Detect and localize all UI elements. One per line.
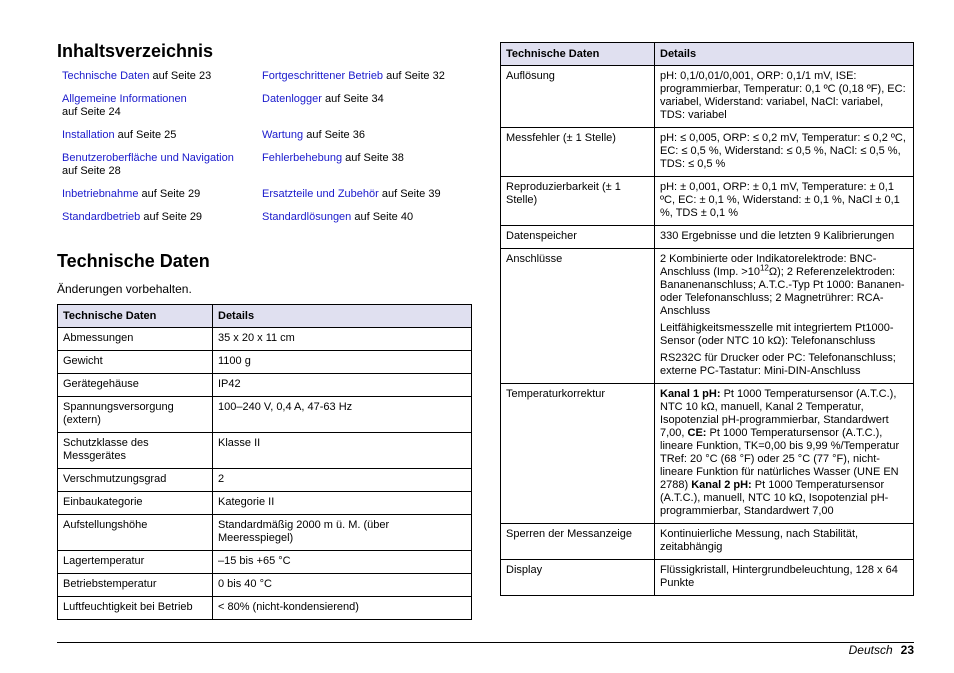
spec-label: Lagertemperatur	[58, 551, 213, 574]
toc-page-ref: auf Seite 36	[303, 129, 365, 141]
toc-page-ref: auf Seite 29	[140, 211, 203, 223]
column-header: Technische Daten	[58, 305, 213, 328]
toc-link-datenlogger[interactable]: Datenlogger	[262, 93, 322, 105]
footer-language: Deutsch	[848, 643, 893, 657]
specs-table-left	[57, 304, 472, 620]
spec-value: Flüssigkristall, Hintergrundbeleuchtung, 128 x 64 Punkte	[655, 560, 914, 596]
column-header: Details	[655, 43, 914, 66]
toc-page-ref: auf Seite 28	[62, 165, 121, 177]
section-note: Änderungen vorbehalten.	[57, 282, 192, 296]
toc-item	[262, 152, 477, 188]
toc-link-allgemeine-informationen[interactable]: Allgemeine Informationen	[62, 93, 187, 105]
toc-link-ersatzteile[interactable]: Ersatzteile und Zubehör	[262, 188, 379, 200]
toc-item	[62, 129, 262, 152]
spec-label: Spannungsversorgung (extern)	[58, 397, 213, 433]
table-row	[58, 328, 472, 351]
cell-paragraph: Leitfähigkeitsmesszelle mit integriertem Pt1000-Sensor (oder NTC 10 kΩ): Telefonanschluss	[660, 322, 894, 347]
cell-paragraph	[660, 253, 908, 318]
text-run: Pt 1000 Temperatursensor (A.T.C.), manuell, NTC 10 kΩ, Isopotenzial pH-programmierbar, Standardwert 7,00	[660, 479, 889, 517]
toc-page-ref: auf Seite 38	[342, 152, 404, 164]
spec-value: 0 bis 40 °C	[213, 574, 472, 597]
spec-value: pH: ≤ 0,005, ORP: ≤ 0,2 mV, Temperatur: ≤ 0,2 ºC, EC: ≤ 0,5 %, Widerstand: ≤ 0,5 %, NaCl: ≤ 0,5 %, TDS: ≤ 0,5 %	[655, 128, 914, 177]
column-header: Details	[213, 305, 472, 328]
table-row	[58, 515, 472, 551]
page-number: 23	[900, 643, 914, 657]
spec-label: Sperren der Messanzeige	[501, 524, 655, 560]
toc-link-standardloesungen[interactable]: Standardlösungen	[262, 211, 352, 223]
spec-label: Anschlüsse	[501, 249, 655, 384]
table-header-row	[501, 43, 914, 66]
spec-value	[655, 384, 914, 524]
spec-value: –15 bis +65 °C	[213, 551, 472, 574]
spec-label: Messfehler (± 1 Stelle)	[501, 128, 655, 177]
spec-value: 330 Ergebnisse und die letzten 9 Kalibrierungen	[655, 226, 914, 249]
table-row	[58, 492, 472, 515]
left-column	[57, 40, 472, 620]
spec-value: 100–240 V, 0,4 A, 47-63 Hz	[213, 397, 472, 433]
spec-label: Luftfeuchtigkeit bei Betrieb	[58, 597, 213, 620]
toc-link-fehlerbehebung[interactable]: Fehlerbehebung	[262, 152, 343, 164]
spec-label: Reproduzierbarkeit (± 1 Stelle)	[501, 177, 655, 226]
table-row	[58, 433, 472, 469]
column-header: Technische Daten	[501, 43, 655, 66]
specs-table-right	[500, 42, 914, 596]
table-row	[58, 574, 472, 597]
table-row	[58, 469, 472, 492]
spec-value: Klasse II	[213, 433, 472, 469]
spec-value: Kategorie II	[213, 492, 472, 515]
right-column	[500, 42, 914, 596]
spec-value: 35 x 20 x 11 cm	[213, 328, 472, 351]
bold-label: CE:	[687, 427, 707, 439]
spec-label: Betriebstemperatur	[58, 574, 213, 597]
toc-link-benutzeroberflaeche[interactable]: Benutzeroberfläche und Navigation	[62, 152, 234, 164]
spec-value	[655, 249, 914, 384]
table-row	[58, 597, 472, 620]
bold-label: Kanal 1 pH:	[660, 388, 721, 400]
spec-value: pH: 0,1/0,01/0,001, ORP: 0,1/1 mV, ISE: programmierbar, Temperatur: 0,1 ºC (0,18 ºF), EC: variabel, Widerstand: variabel, NaCl: variabel, TDS: variabel	[655, 66, 914, 128]
spec-label: Auflösung	[501, 66, 655, 128]
spec-label: Aufstellungshöhe	[58, 515, 213, 551]
spec-value: < 80% (nicht-kondensierend)	[213, 597, 472, 620]
toc-page-ref: auf Seite 25	[114, 129, 177, 141]
toc-item	[262, 70, 477, 93]
toc-page-ref: auf Seite 29	[138, 188, 201, 200]
spec-value: Standardmäßig 2000 m ü. M. (über Meeresspiegel)	[213, 515, 472, 551]
table-row	[58, 397, 472, 433]
toc-item	[62, 188, 262, 211]
table-row	[501, 226, 914, 249]
toc-item	[262, 211, 477, 234]
table-row	[501, 249, 914, 384]
spec-label: Gerätegehäuse	[58, 374, 213, 397]
spec-label: Display	[501, 560, 655, 596]
toc-item	[262, 188, 477, 211]
table-row	[501, 524, 914, 560]
table-row	[501, 177, 914, 226]
toc-link-technische-daten[interactable]: Technische Daten	[62, 70, 150, 82]
toc-page-ref: auf Seite 39	[378, 188, 441, 200]
toc-link-wartung[interactable]: Wartung	[262, 129, 304, 141]
toc-item	[262, 129, 477, 152]
table-row	[58, 374, 472, 397]
bold-label: Kanal 2 pH:	[691, 479, 752, 491]
spec-label: Abmessungen	[58, 328, 213, 351]
footer-divider	[57, 642, 914, 643]
table-row	[501, 128, 914, 177]
text-run: Pt 1000 Temperatursensor (A.T.C.), NTC 10 kΩ, manuell, Kanal 2 Temperatur, Isopotenzial pH-programmierbar, Standardwert 7,00,	[660, 388, 897, 439]
toc-link-fortgeschrittener-betrieb[interactable]: Fortgeschrittener Betrieb	[262, 70, 384, 82]
text-run: Ω); 2 Referenzelektroden: Bananenanschluss; A.T.C.-Typ Pt 1000: Bananen- oder Telefonanschluss; 2 Magnetrührer: RCA-Anschluss	[660, 266, 905, 317]
spec-label: Schutzklasse des Messgerätes	[58, 433, 213, 469]
toc-page-ref: auf Seite 40	[351, 211, 414, 223]
toc-link-inbetriebnahme[interactable]: Inbetriebnahme	[62, 188, 139, 200]
section-title: Technische Daten	[57, 251, 210, 271]
spec-value: 2	[213, 469, 472, 492]
spec-label: Einbaukategorie	[58, 492, 213, 515]
table-row	[58, 351, 472, 374]
toc-item	[62, 93, 262, 129]
table-row	[58, 551, 472, 574]
toc-item	[62, 211, 262, 234]
toc-link-standardbetrieb[interactable]: Standardbetrieb	[62, 211, 141, 223]
page-footer	[849, 643, 914, 657]
table-row	[501, 560, 914, 596]
spec-value: pH: ± 0,001, ORP: ± 0,1 mV, Temperature: ± 0,1 ºC, EC: ± 0,1 %, Widerstand: ± 0,1 %, NaCl ± 0,1 %, TDS ± 0,1 %	[655, 177, 914, 226]
toc-page-ref: auf Seite 23	[149, 70, 212, 82]
toc-page-ref: auf Seite 24	[62, 106, 121, 118]
toc-page-ref: auf Seite 32	[383, 70, 445, 82]
cell-paragraph: RS232C für Drucker oder PC: Telefonanschluss; externe PC-Tastatur: Mini-DIN-Anschluss	[660, 352, 896, 377]
table-header-row	[58, 305, 472, 328]
spec-label: Gewicht	[58, 351, 213, 374]
table-of-contents	[62, 70, 472, 234]
spec-value: Kontinuierliche Messung, nach Stabilität, zeitabhängig	[655, 524, 914, 560]
table-row	[501, 66, 914, 128]
table-row	[501, 384, 914, 524]
toc-item	[62, 70, 262, 93]
toc-item	[62, 152, 262, 188]
spec-label: Verschmutzungsgrad	[58, 469, 213, 492]
superscript: 12	[759, 263, 769, 273]
toc-page-ref: auf Seite 34	[321, 93, 384, 105]
text-run: Pt 1000 Temperatursensor (A.T.C.), lineare Funktion, TK=0,00 bis 9,99 %/Temperatur TRef: 20 °C (68 °F) oder 25 °C (77 °F), nicht-lineare Funktion für natürliches Wasser (UNE EN 2788)	[660, 427, 900, 491]
spec-value: 1100 g	[213, 351, 472, 374]
toc-title: Inhaltsverzeichnis	[57, 41, 214, 61]
spec-label: Datenspeicher	[501, 226, 655, 249]
toc-link-installation[interactable]: Installation	[62, 129, 115, 141]
spec-value: IP42	[213, 374, 472, 397]
spec-label: Temperaturkorrektur	[501, 384, 655, 524]
toc-item	[262, 93, 477, 129]
text-run: 2 Kombinierte oder Indikatorelektrode: BNC-Anschluss (Imp. >10	[660, 253, 877, 278]
